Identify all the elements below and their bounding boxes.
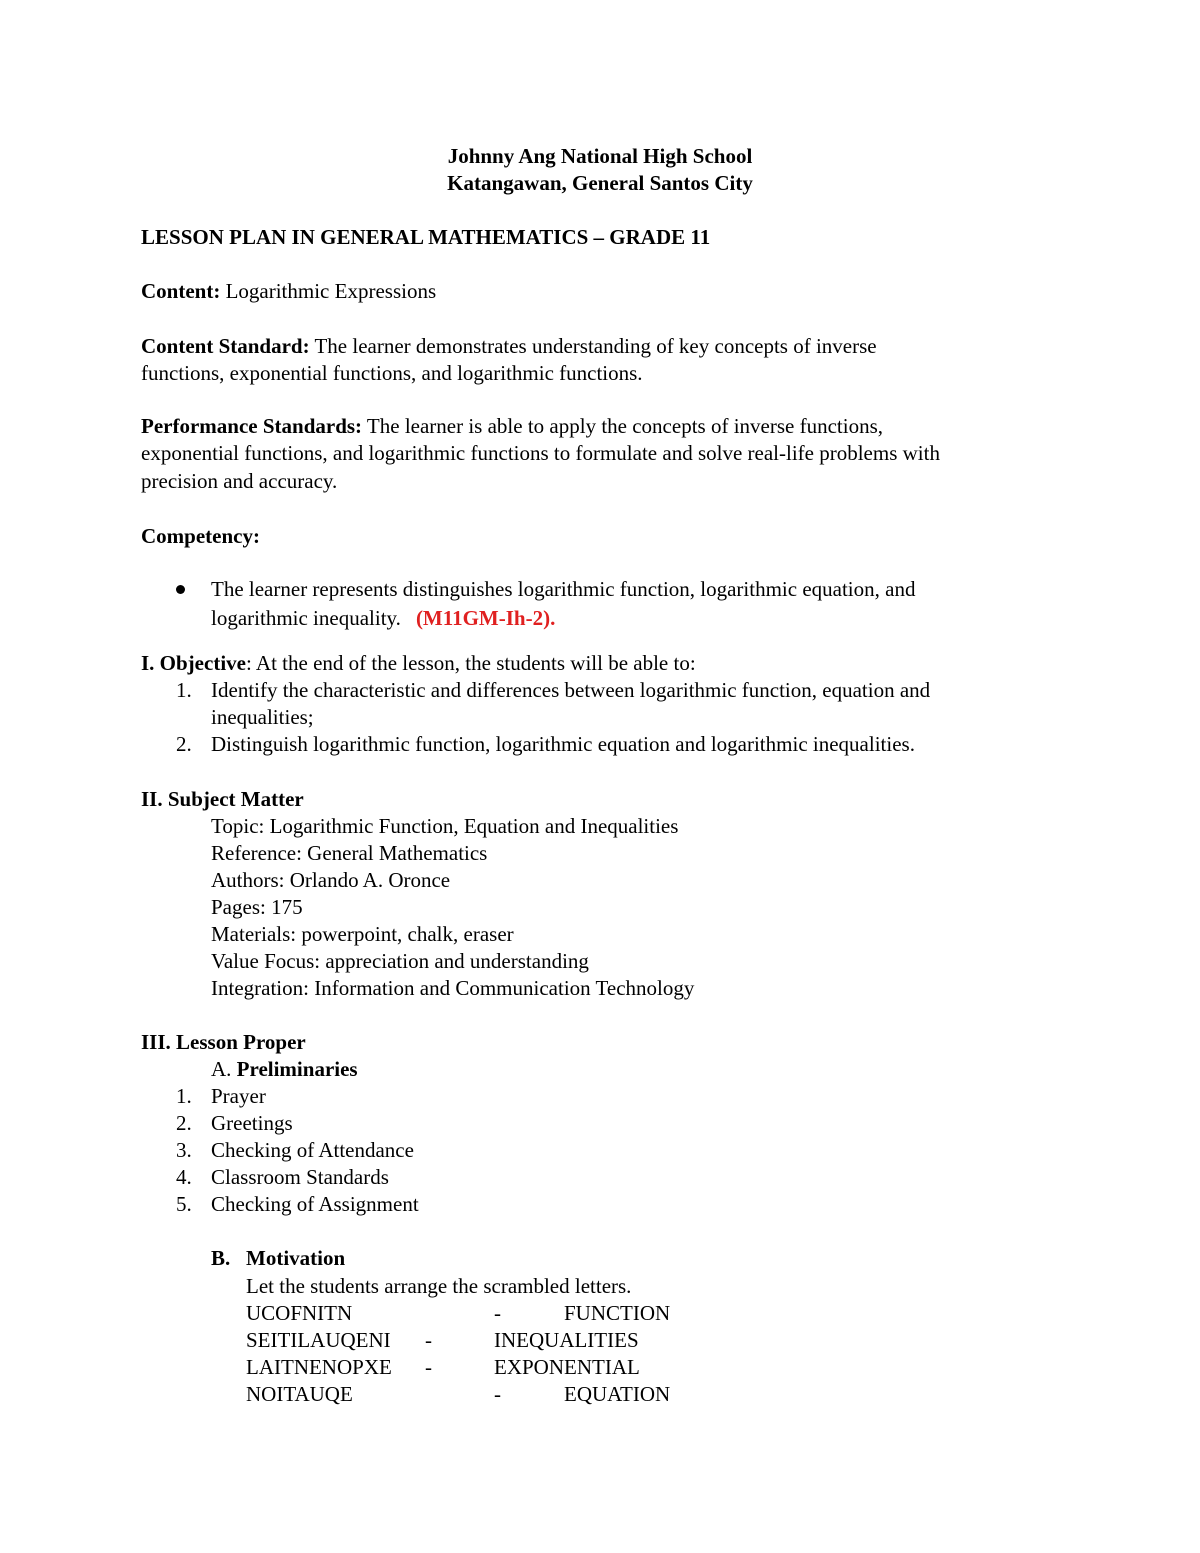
scrambled-word-4: NOITAUQE [246,1382,353,1406]
lesson-proper-label: III. Lesson Proper [141,1030,306,1054]
subject-matter-value-focus: Value Focus: appreciation and understanding [211,949,589,973]
prelim-item-2: Greetings [211,1111,293,1135]
objective-item-2-num: 2. [176,732,192,756]
prelim-item-5-num: 5. [176,1192,192,1216]
scrambled-answer-4: EQUATION [564,1382,671,1406]
objective-item-1-line1: Identify the characteristic and differences between logarithmic function, equation and [211,678,931,702]
content-label: Content: [141,279,221,303]
scrambled-dash-3: - [425,1355,432,1379]
content-standard-line1: Content Standard: The learner demonstrates understanding of key concepts of inverse [141,334,877,358]
objective-label: I. Objective [141,651,246,675]
scrambled-answer-2: INEQUALITIES [494,1328,639,1352]
scrambled-dash-4: - [494,1382,501,1406]
competency-label: Competency: [141,524,260,548]
scrambled-answer-3: EXPONENTIAL [494,1355,640,1379]
subject-matter-materials: Materials: powerpoint, chalk, eraser [211,922,514,946]
motivation-label: Motivation [246,1246,346,1270]
prelim-item-4-num: 4. [176,1165,192,1189]
prelim-item-5: Checking of Assignment [211,1192,419,1216]
prelim-item-1: Prayer [211,1084,266,1108]
scrambled-dash-2: - [425,1328,432,1352]
content-standard-label: Content Standard: [141,334,310,358]
competency-bullet-line1: The learner represents distinguishes logarithmic function, logarithmic equation, and [211,577,916,601]
subject-matter-authors: Authors: Orlando A. Oronce [211,868,451,892]
scrambled-word-3: LAITNENOPXE [246,1355,392,1379]
school-address: Katangawan, General Santos City [447,171,753,195]
objective-item-2-line1: Distinguish logarithmic function, logarithmic equation and logarithmic inequalities. [211,732,915,756]
objective-intro: : At the end of the lesson, the students will be able to: [245,651,696,675]
content-line [141,278,436,305]
scrambled-word-2: SEITILAUQENI [246,1328,391,1352]
subject-matter-integration: Integration: Information and Communication Technology [211,976,695,1000]
subject-matter-reference: Reference: General Mathematics [211,841,488,865]
content-standard-line2: functions, exponential functions, and logarithmic functions. [141,361,643,385]
subject-matter-topic: Topic: Logarithmic Function, Equation and Inequalities [211,814,679,838]
scrambled-word-1: UCOFNITN [246,1301,353,1325]
competency-code: (M11GM-Ih-2). [415,606,556,630]
school-name: Johnny Ang National High School [447,144,753,168]
competency-bullet-line2: logarithmic inequality. (M11GM-Ih-2). [211,606,556,630]
scrambled-answer-1: FUNCTION [564,1301,671,1325]
motivation-letter: B. [211,1246,231,1270]
subject-matter-label: II. Subject Matter [141,787,304,811]
prelim-item-2-num: 2. [176,1111,192,1135]
performance-label: Performance Standards: [141,414,363,438]
prelim-item-1-num: 1. [176,1084,192,1108]
document-title: LESSON PLAN IN GENERAL MATHEMATICS – GRADE 11 [141,225,711,249]
performance-line2: exponential functions, and logarithmic functions to formulate and solve real-life problems with [141,441,940,465]
objective-line [141,650,696,677]
prelim-item-3: Checking of Attendance [211,1138,414,1162]
preliminaries-label: Preliminaries [236,1057,358,1081]
objective-item-1-num: 1. [176,678,192,702]
content-value: Logarithmic Expressions [220,279,437,303]
subject-matter-pages: Pages: 175 [211,895,303,919]
objective-item-1-line2: inequalities; [211,705,314,729]
prelim-item-4: Classroom Standards [211,1165,389,1189]
scrambled-dash-1: - [494,1301,501,1325]
bullet-icon [176,585,185,594]
performance-line1: Performance Standards: The learner is able to apply the concepts of inverse functions, [141,414,883,438]
prelim-item-3-num: 3. [176,1138,192,1162]
preliminaries-heading: A. Preliminaries [211,1057,358,1081]
motivation-intro: Let the students arrange the scrambled letters. [246,1274,632,1298]
performance-line3: precision and accuracy. [141,469,338,493]
